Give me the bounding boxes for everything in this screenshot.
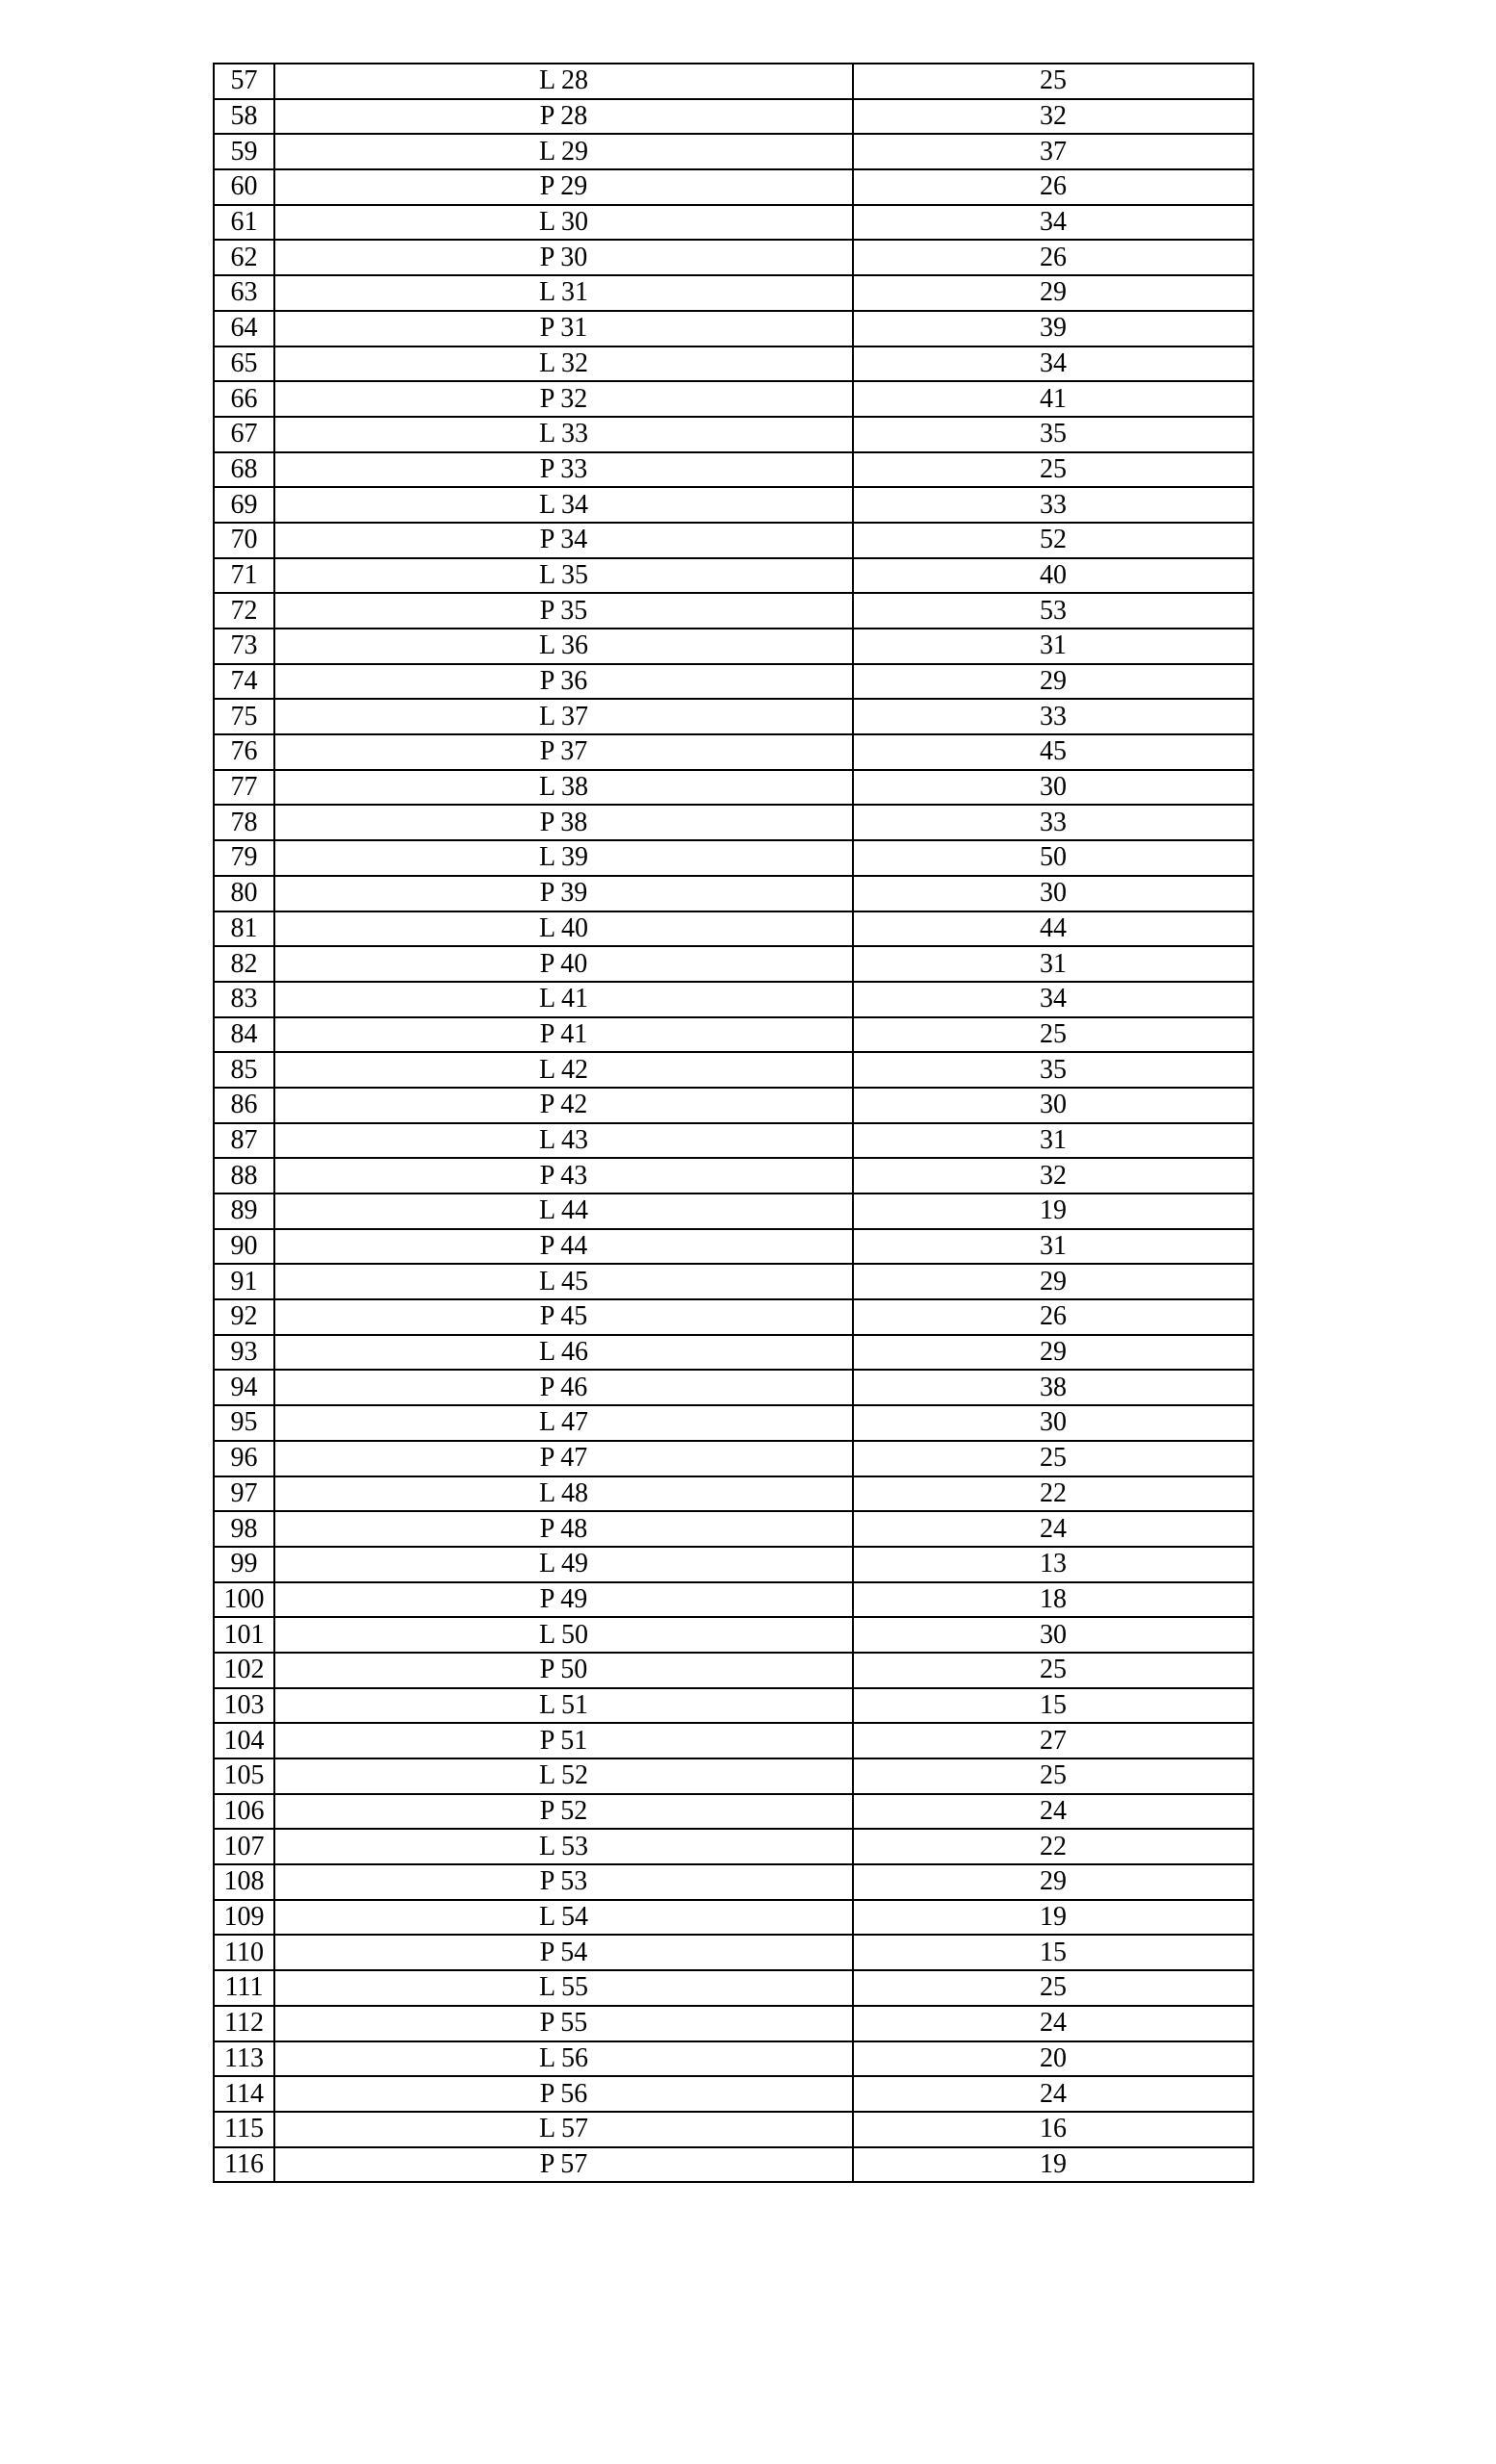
table-row: [214, 2076, 1253, 2112]
table-row: [214, 346, 1253, 382]
value-cell: 40: [853, 558, 1253, 594]
value-cell: 33: [853, 487, 1253, 523]
value-cell: 41: [853, 381, 1253, 417]
code-cell: P 34: [274, 523, 853, 558]
value-cell: 13: [853, 1547, 1253, 1582]
code-cell: P 54: [274, 1935, 853, 1970]
table-row: [214, 1688, 1253, 1724]
row-number-cell: 77: [214, 770, 274, 806]
table-row: [214, 523, 1253, 558]
table-row: [214, 1511, 1253, 1547]
row-number-cell: 84: [214, 1017, 274, 1053]
value-cell: 35: [853, 1052, 1253, 1088]
table-row: [214, 1123, 1253, 1159]
code-cell: P 46: [274, 1370, 853, 1405]
table-row: [214, 840, 1253, 876]
table-row: [214, 99, 1253, 135]
row-number-cell: 116: [214, 2147, 274, 2183]
table-row: [214, 1582, 1253, 1618]
row-number-cell: 57: [214, 64, 274, 99]
value-cell: 15: [853, 1935, 1253, 1970]
row-number-cell: 103: [214, 1688, 274, 1724]
code-cell: L 42: [274, 1052, 853, 1088]
value-cell: 32: [853, 99, 1253, 135]
code-cell: L 46: [274, 1335, 853, 1371]
table-row: [214, 770, 1253, 806]
table-row: [214, 1194, 1253, 1229]
value-cell: 50: [853, 840, 1253, 876]
code-cell: L 33: [274, 417, 853, 452]
row-number-cell: 89: [214, 1194, 274, 1229]
table-row: [214, 734, 1253, 770]
table-row: [214, 593, 1253, 629]
table-row: [214, 1052, 1253, 1088]
table-row: [214, 629, 1253, 664]
table-row: [214, 1476, 1253, 1512]
table-row: [214, 946, 1253, 982]
value-cell: 26: [853, 240, 1253, 275]
row-number-cell: 97: [214, 1476, 274, 1512]
code-cell: L 56: [274, 2041, 853, 2077]
code-cell: L 57: [274, 2112, 853, 2147]
value-cell: 53: [853, 593, 1253, 629]
code-cell: P 44: [274, 1229, 853, 1265]
value-cell: 39: [853, 311, 1253, 346]
table-row: [214, 911, 1253, 947]
code-cell: P 40: [274, 946, 853, 982]
table-row: [214, 1299, 1253, 1335]
table-row: [214, 64, 1253, 99]
code-cell: L 53: [274, 1829, 853, 1864]
value-cell: 29: [853, 1264, 1253, 1299]
value-cell: 30: [853, 1617, 1253, 1653]
row-number-cell: 78: [214, 805, 274, 840]
code-cell: L 54: [274, 1900, 853, 1936]
table-row: [214, 205, 1253, 241]
value-cell: 25: [853, 1441, 1253, 1476]
code-cell: P 43: [274, 1158, 853, 1194]
row-number-cell: 72: [214, 593, 274, 629]
row-number-cell: 66: [214, 381, 274, 417]
table-row: [214, 240, 1253, 275]
row-number-cell: 96: [214, 1441, 274, 1476]
row-number-cell: 111: [214, 1970, 274, 2006]
row-number-cell: 59: [214, 134, 274, 169]
table-row: [214, 1370, 1253, 1405]
code-cell: P 28: [274, 99, 853, 135]
value-cell: 15: [853, 1688, 1253, 1724]
row-number-cell: 82: [214, 946, 274, 982]
value-cell: 31: [853, 946, 1253, 982]
code-cell: L 47: [274, 1405, 853, 1441]
row-number-cell: 106: [214, 1794, 274, 1830]
code-cell: L 44: [274, 1194, 853, 1229]
code-cell: L 50: [274, 1617, 853, 1653]
row-number-cell: 64: [214, 311, 274, 346]
row-number-cell: 92: [214, 1299, 274, 1335]
row-number-cell: 79: [214, 840, 274, 876]
value-cell: 22: [853, 1476, 1253, 1512]
table-row: [214, 1088, 1253, 1123]
code-cell: L 37: [274, 699, 853, 734]
code-cell: L 39: [274, 840, 853, 876]
code-cell: P 52: [274, 1794, 853, 1830]
code-cell: P 47: [274, 1441, 853, 1476]
table-row: [214, 664, 1253, 700]
row-number-cell: 115: [214, 2112, 274, 2147]
row-number-cell: 71: [214, 558, 274, 594]
code-cell: L 41: [274, 982, 853, 1017]
value-cell: 35: [853, 417, 1253, 452]
row-number-cell: 105: [214, 1758, 274, 1794]
code-cell: P 35: [274, 593, 853, 629]
table-row: [214, 1229, 1253, 1265]
row-number-cell: 101: [214, 1617, 274, 1653]
row-number-cell: 100: [214, 1582, 274, 1618]
table-row: [214, 982, 1253, 1017]
table-row: [214, 1864, 1253, 1900]
table-row: [214, 558, 1253, 594]
row-number-cell: 86: [214, 1088, 274, 1123]
row-number-cell: 102: [214, 1653, 274, 1688]
value-cell: 30: [853, 1405, 1253, 1441]
code-cell: P 31: [274, 311, 853, 346]
table-body: [214, 64, 1253, 2182]
table-row: [214, 1547, 1253, 1582]
value-cell: 31: [853, 1229, 1253, 1265]
table-row: [214, 1158, 1253, 1194]
value-cell: 52: [853, 523, 1253, 558]
code-cell: P 32: [274, 381, 853, 417]
code-cell: L 36: [274, 629, 853, 664]
table-row: [214, 1900, 1253, 1936]
value-cell: 16: [853, 2112, 1253, 2147]
value-cell: 34: [853, 346, 1253, 382]
code-cell: P 53: [274, 1864, 853, 1900]
value-cell: 19: [853, 1900, 1253, 1936]
table-row: [214, 699, 1253, 734]
table-row: [214, 2041, 1253, 2077]
code-cell: L 40: [274, 911, 853, 947]
row-number-cell: 67: [214, 417, 274, 452]
table-row: [214, 1405, 1253, 1441]
code-cell: L 43: [274, 1123, 853, 1159]
value-cell: 31: [853, 629, 1253, 664]
table-row: [214, 452, 1253, 488]
row-number-cell: 114: [214, 2076, 274, 2112]
value-cell: 19: [853, 2147, 1253, 2183]
value-cell: 29: [853, 664, 1253, 700]
row-number-cell: 108: [214, 1864, 274, 1900]
value-cell: 29: [853, 1864, 1253, 1900]
code-cell: P 55: [274, 2006, 853, 2041]
code-cell: L 30: [274, 205, 853, 241]
row-number-cell: 76: [214, 734, 274, 770]
row-number-cell: 98: [214, 1511, 274, 1547]
value-cell: 37: [853, 134, 1253, 169]
table-row: [214, 381, 1253, 417]
value-cell: 24: [853, 1794, 1253, 1830]
code-cell: L 32: [274, 346, 853, 382]
value-cell: 25: [853, 1970, 1253, 2006]
code-cell: P 36: [274, 664, 853, 700]
row-number-cell: 91: [214, 1264, 274, 1299]
row-number-cell: 62: [214, 240, 274, 275]
value-cell: 38: [853, 1370, 1253, 1405]
row-number-cell: 85: [214, 1052, 274, 1088]
code-cell: P 51: [274, 1723, 853, 1758]
code-cell: L 52: [274, 1758, 853, 1794]
value-cell: 24: [853, 2006, 1253, 2041]
value-cell: 26: [853, 169, 1253, 205]
value-cell: 25: [853, 1653, 1253, 1688]
code-cell: P 39: [274, 876, 853, 911]
table-row: [214, 2006, 1253, 2041]
row-number-cell: 94: [214, 1370, 274, 1405]
row-number-cell: 65: [214, 346, 274, 382]
table-row: [214, 1653, 1253, 1688]
value-cell: 44: [853, 911, 1253, 947]
code-cell: P 56: [274, 2076, 853, 2112]
row-number-cell: 81: [214, 911, 274, 947]
row-number-cell: 99: [214, 1547, 274, 1582]
code-cell: P 50: [274, 1653, 853, 1688]
table-row: [214, 1617, 1253, 1653]
table-row: [214, 1441, 1253, 1476]
code-cell: L 49: [274, 1547, 853, 1582]
value-cell: 34: [853, 982, 1253, 1017]
code-cell: P 41: [274, 1017, 853, 1053]
code-cell: P 57: [274, 2147, 853, 2183]
value-cell: 33: [853, 699, 1253, 734]
value-cell: 29: [853, 1335, 1253, 1371]
table-row: [214, 2112, 1253, 2147]
row-number-cell: 107: [214, 1829, 274, 1864]
row-number-cell: 83: [214, 982, 274, 1017]
row-number-cell: 70: [214, 523, 274, 558]
value-cell: 25: [853, 1758, 1253, 1794]
code-cell: P 42: [274, 1088, 853, 1123]
table-row: [214, 1829, 1253, 1864]
table-row: [214, 311, 1253, 346]
row-number-cell: 88: [214, 1158, 274, 1194]
value-cell: 30: [853, 770, 1253, 806]
code-cell: P 48: [274, 1511, 853, 1547]
table-row: [214, 2147, 1253, 2183]
table-row: [214, 1017, 1253, 1053]
code-cell: L 38: [274, 770, 853, 806]
code-cell: P 33: [274, 452, 853, 488]
row-number-cell: 75: [214, 699, 274, 734]
value-cell: 25: [853, 452, 1253, 488]
table-row: [214, 275, 1253, 311]
value-cell: 24: [853, 1511, 1253, 1547]
table-row: [214, 1723, 1253, 1758]
row-number-cell: 69: [214, 487, 274, 523]
row-number-cell: 109: [214, 1900, 274, 1936]
table-row: [214, 169, 1253, 205]
table-row: [214, 1794, 1253, 1830]
table-row: [214, 1970, 1253, 2006]
value-cell: 18: [853, 1582, 1253, 1618]
code-cell: L 35: [274, 558, 853, 594]
row-number-cell: 87: [214, 1123, 274, 1159]
table-row: [214, 417, 1253, 452]
value-cell: 34: [853, 205, 1253, 241]
value-cell: 45: [853, 734, 1253, 770]
row-number-cell: 63: [214, 275, 274, 311]
row-number-cell: 112: [214, 2006, 274, 2041]
code-cell: L 48: [274, 1476, 853, 1512]
table-row: [214, 1335, 1253, 1371]
row-number-cell: 93: [214, 1335, 274, 1371]
value-cell: 26: [853, 1299, 1253, 1335]
table-row: [214, 876, 1253, 911]
row-number-cell: 73: [214, 629, 274, 664]
value-cell: 30: [853, 1088, 1253, 1123]
code-cell: L 29: [274, 134, 853, 169]
code-cell: P 29: [274, 169, 853, 205]
row-number-cell: 95: [214, 1405, 274, 1441]
code-cell: P 45: [274, 1299, 853, 1335]
value-cell: 25: [853, 64, 1253, 99]
table-row: [214, 1758, 1253, 1794]
code-cell: L 45: [274, 1264, 853, 1299]
code-cell: L 31: [274, 275, 853, 311]
value-cell: 33: [853, 805, 1253, 840]
code-cell: P 37: [274, 734, 853, 770]
value-cell: 32: [853, 1158, 1253, 1194]
value-cell: 19: [853, 1194, 1253, 1229]
row-number-cell: 60: [214, 169, 274, 205]
code-cell: P 30: [274, 240, 853, 275]
code-cell: L 28: [274, 64, 853, 99]
value-cell: 20: [853, 2041, 1253, 2077]
table-row: [214, 1264, 1253, 1299]
value-cell: 27: [853, 1723, 1253, 1758]
code-cell: L 55: [274, 1970, 853, 2006]
row-number-cell: 68: [214, 452, 274, 488]
row-number-cell: 90: [214, 1229, 274, 1265]
code-cell: L 51: [274, 1688, 853, 1724]
row-number-cell: 80: [214, 876, 274, 911]
row-number-cell: 113: [214, 2041, 274, 2077]
row-number-cell: 74: [214, 664, 274, 700]
table-row: [214, 805, 1253, 840]
table-row: [214, 487, 1253, 523]
row-number-cell: 61: [214, 205, 274, 241]
code-cell: L 34: [274, 487, 853, 523]
data-table: [213, 63, 1254, 2183]
value-cell: 31: [853, 1123, 1253, 1159]
value-cell: 22: [853, 1829, 1253, 1864]
table-row: [214, 1935, 1253, 1970]
row-number-cell: 110: [214, 1935, 274, 1970]
value-cell: 30: [853, 876, 1253, 911]
value-cell: 29: [853, 275, 1253, 311]
code-cell: P 38: [274, 805, 853, 840]
table-row: [214, 134, 1253, 169]
row-number-cell: 104: [214, 1723, 274, 1758]
row-number-cell: 58: [214, 99, 274, 135]
value-cell: 24: [853, 2076, 1253, 2112]
value-cell: 25: [853, 1017, 1253, 1053]
code-cell: P 49: [274, 1582, 853, 1618]
